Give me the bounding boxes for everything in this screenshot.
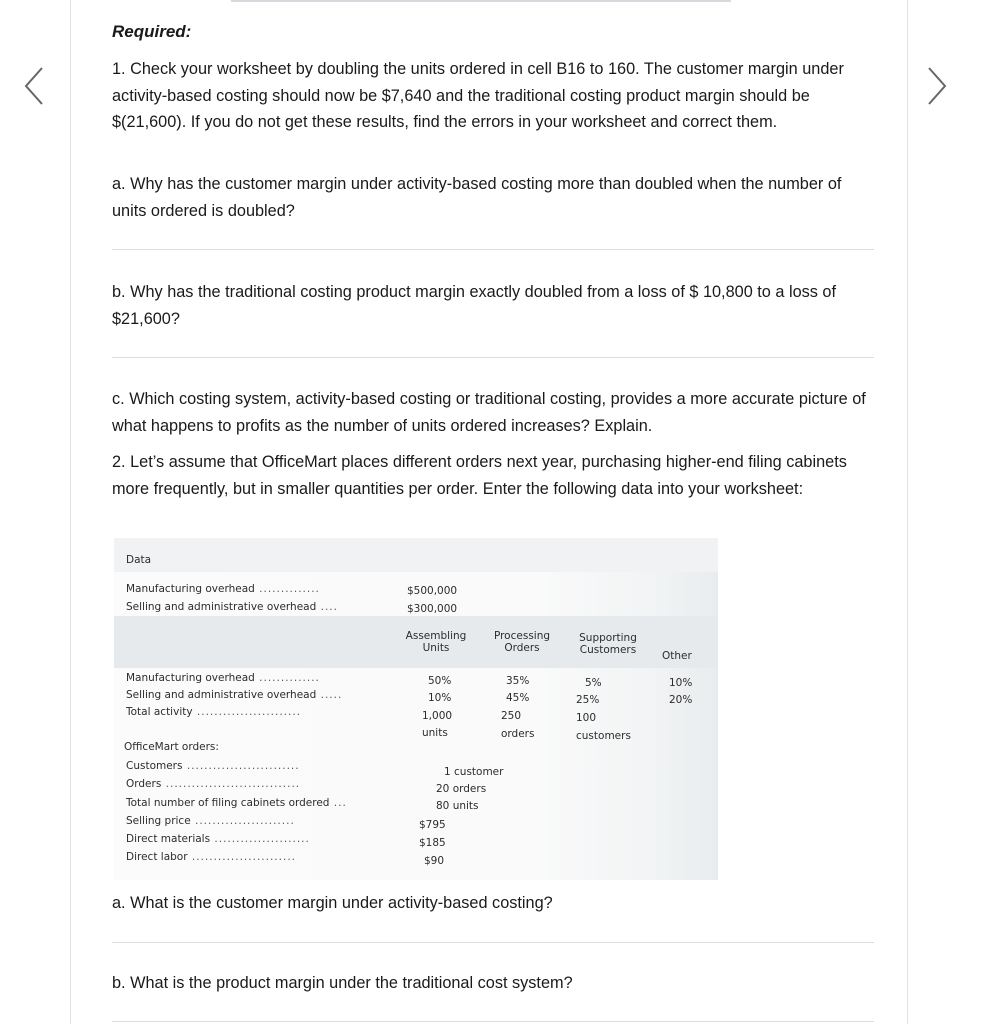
officemart-row-label: Direct labor ........................: [126, 851, 296, 863]
activity-cell: 10%: [669, 677, 693, 689]
officemart-heading: OfficeMart orders:: [124, 741, 219, 753]
question-1a: a. Why has the customer margin under activity-based costing more than doubled when the number of units ordered is doubled?: [112, 175, 842, 220]
officemart-row-label: Total number of filing cabinets ordered ...: [126, 797, 347, 809]
question-2a: a. What is the customer margin under activity-based costing?: [112, 894, 553, 912]
overhead-value: $500,000: [407, 585, 458, 597]
data-header-band: [114, 538, 718, 572]
answer-1b[interactable]: [112, 334, 874, 356]
officemart-row-label: Orders ...............................: [126, 778, 301, 790]
activity-cell: 10%: [428, 692, 452, 704]
activity-cell: 1,000: [422, 710, 453, 722]
activity-cell: 50%: [428, 675, 452, 687]
officemart-value: $90: [424, 855, 445, 867]
question-1c: c. Which costing system, activity-based costing or traditional costing, provides a more accurate picture of what happens to profits as the number of units ordered increases? Explain.: [112, 390, 866, 435]
officemart-value: $185: [419, 837, 446, 849]
overhead-row: Manufacturing overhead ..............: [126, 583, 320, 595]
overhead-row: Selling and administrative overhead ....: [126, 601, 338, 613]
activity-header: Processing Orders: [493, 630, 551, 654]
officemart-row-label: Direct materials ......................: [126, 833, 310, 845]
required-heading: Required:: [112, 22, 192, 41]
answer-divider-1b: [112, 357, 874, 358]
officemart-value: $795: [419, 819, 446, 831]
activity-unit: units: [422, 727, 448, 739]
data-title: Data: [126, 554, 152, 566]
officemart-value: 20 orders: [436, 783, 487, 795]
activity-header: Assembling Units: [405, 630, 467, 654]
answer-divider-2b: [112, 1021, 874, 1022]
question-2: 2. Let’s assume that OfficeMart places different orders next year, purchasing higher-end filing cabinets more frequently, but in smaller quantities per order. Enter the following data into your worksheet:: [112, 453, 847, 498]
officemart-row-label: Customers ..........................: [126, 760, 300, 772]
activity-unit: customers: [576, 730, 631, 742]
question-2b: b. What is the product margin under the traditional cost system?: [112, 974, 573, 992]
activity-cell: 25%: [576, 694, 600, 706]
officemart-row-label: Selling price .......................: [126, 815, 295, 827]
answer-divider-1a: [112, 249, 874, 250]
answer-1a[interactable]: [112, 226, 874, 248]
activity-row-label: Manufacturing overhead ..............: [126, 672, 320, 684]
overhead-value: $300,000: [407, 603, 458, 615]
previous-arrow-icon[interactable]: [14, 58, 54, 114]
officemart-value: 80 units: [436, 800, 479, 812]
activity-cell: 20%: [669, 694, 693, 706]
activity-cell: 45%: [506, 692, 530, 704]
activity-row-label: Selling and administrative overhead .....: [126, 689, 343, 701]
activity-header: Supporting Customers: [579, 632, 637, 656]
next-arrow-icon[interactable]: [917, 58, 957, 114]
question-1: 1. Check your worksheet by doubling the units ordered in cell B16 to 160. The customer margin under activity-based costing should now be $7,640 and the traditional costing product margin should be $(21,600). If you do not get these results, find the errors in your worksheet and correct them.: [112, 60, 844, 131]
activity-cell: 100: [576, 712, 597, 724]
question-1b: b. Why has the traditional costing product margin exactly doubled from a loss of $ 10,800 to a loss of $21,600?: [112, 283, 837, 328]
activity-header: Other: [662, 650, 692, 662]
answer-divider-2a: [112, 942, 874, 943]
answer-2a[interactable]: [112, 920, 874, 941]
card-top-divider: [231, 0, 731, 2]
officemart-value: 1 customer: [444, 766, 504, 778]
activity-row-label: Total activity ........................: [126, 706, 302, 718]
activity-cell: 250: [501, 710, 522, 722]
activity-cell: 5%: [585, 677, 602, 689]
activity-unit: orders: [501, 728, 535, 740]
activity-cell: 35%: [506, 675, 530, 687]
data-table-image: [114, 538, 718, 880]
